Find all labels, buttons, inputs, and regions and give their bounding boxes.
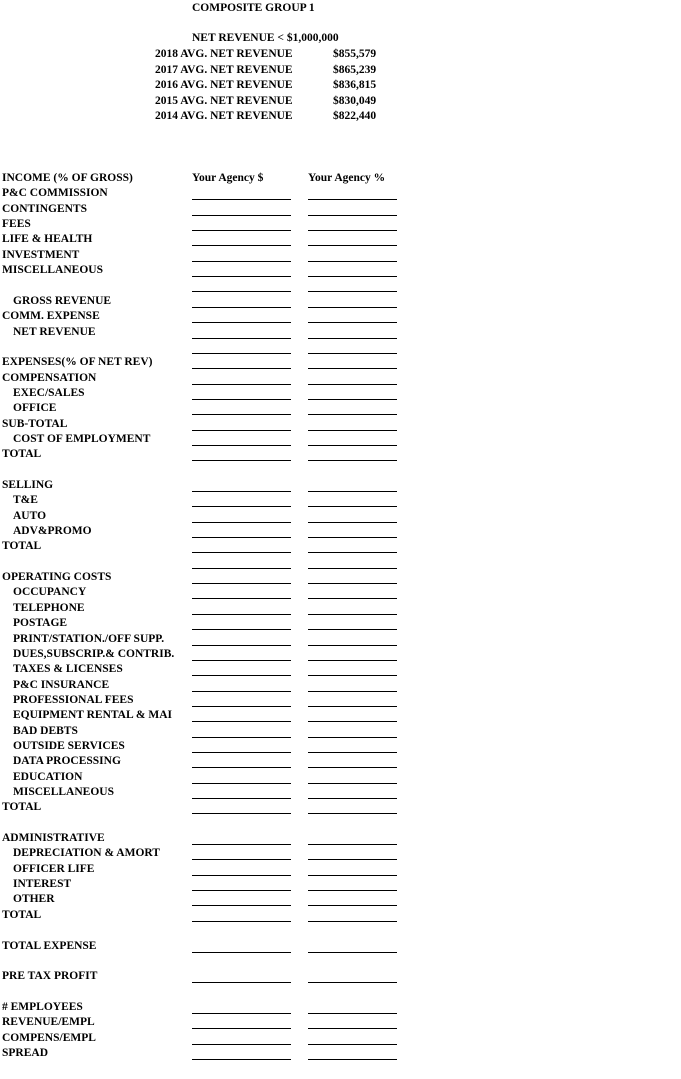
your-agency-pct-blank — [308, 629, 397, 630]
your-agency-dollar-blank — [192, 737, 291, 738]
your-agency-pct-blank — [308, 384, 397, 385]
your-agency-dollar-blank — [192, 767, 291, 768]
your-agency-pct-blank — [308, 552, 397, 553]
your-agency-dollar-blank — [192, 261, 291, 262]
your-agency-pct-blank — [308, 1028, 397, 1029]
your-agency-dollar-blank — [192, 706, 291, 707]
row-label: LIFE & HEALTH — [2, 233, 93, 246]
your-agency-pct-blank — [308, 859, 397, 860]
your-agency-pct-blank — [308, 660, 397, 661]
your-agency-pct-blank — [308, 276, 397, 277]
your-agency-dollar-blank — [192, 522, 291, 523]
row-label: SELLING — [2, 479, 54, 491]
your-agency-dollar-blank — [192, 598, 291, 599]
your-agency-pct-blank — [308, 890, 397, 891]
row-label: P&C COMMISSION — [2, 187, 108, 200]
row-label: MISCELLANEOUS — [13, 786, 114, 798]
avg-net-revenue-value: $855,579 — [333, 48, 377, 60]
row-label: TOTAL — [2, 448, 42, 461]
your-agency-dollar-blank — [192, 614, 291, 615]
your-agency-dollar-blank — [192, 890, 291, 891]
your-agency-pct-blank — [308, 767, 397, 768]
row-label: OFFICE — [13, 402, 57, 415]
row-label: TOTAL — [2, 908, 42, 921]
your-agency-dollar-blank — [192, 291, 291, 292]
row-label: REVENUE/EMPL — [2, 1016, 95, 1029]
row-label: DUES,SUBSCRIP.& CONTRIB. — [13, 647, 175, 660]
your-agency-dollar-blank — [192, 399, 291, 400]
your-agency-dollar-blank — [192, 952, 291, 953]
row-label: NET REVENUE — [13, 325, 96, 338]
row-label: OPERATING COSTS — [2, 571, 112, 584]
your-agency-pct-blank — [308, 721, 397, 722]
row-label: OTHER — [13, 893, 55, 906]
row-label: OUTSIDE SERVICES — [13, 739, 125, 752]
your-agency-pct-blank — [308, 506, 397, 507]
your-agency-dollar-blank — [192, 645, 291, 646]
your-agency-pct-blank — [308, 921, 397, 922]
row-label: ADV&PROMO — [13, 525, 92, 538]
your-agency-pct-blank — [308, 645, 397, 646]
your-agency-dollar-blank — [192, 414, 291, 415]
your-agency-pct-blank — [308, 598, 397, 599]
your-agency-pct-blank — [308, 537, 397, 538]
row-label: T&E — [13, 494, 38, 507]
your-agency-dollar-blank — [192, 783, 291, 784]
your-agency-pct-blank — [308, 982, 397, 983]
row-label: P&C INSURANCE — [13, 678, 110, 691]
your-agency-pct-blank — [308, 706, 397, 707]
your-agency-dollar-blank — [192, 721, 291, 722]
row-label: DEPRECIATION & AMORT — [13, 847, 160, 860]
row-label: CONTINGENTS — [2, 202, 87, 215]
your-agency-pct-blank — [308, 460, 397, 461]
your-agency-pct-blank — [308, 368, 397, 369]
your-agency-pct-blank — [308, 215, 397, 216]
row-label: FEES — [2, 218, 31, 231]
row-label: COST OF EMPLOYMENT — [13, 432, 151, 445]
your-agency-dollar-blank — [192, 813, 291, 814]
your-agency-dollar-blank — [192, 384, 291, 385]
row-label: BAD DEBTS — [13, 724, 78, 737]
your-agency-dollar-blank — [192, 276, 291, 277]
row-label: ADMINISTRATIVE — [2, 832, 105, 845]
your-agency-dollar-blank — [192, 629, 291, 630]
your-agency-dollar-blank — [192, 583, 291, 584]
your-agency-dollar-blank — [192, 691, 291, 692]
your-agency-dollar-blank — [192, 844, 291, 845]
your-agency-pct-blank — [308, 905, 397, 906]
your-agency-pct-blank — [308, 583, 397, 584]
row-label: TOTAL — [2, 801, 42, 814]
your-agency-dollar-blank — [192, 506, 291, 507]
your-agency-pct-blank — [308, 737, 397, 738]
your-agency-dollar-blank — [192, 921, 291, 922]
row-label: EXEC/SALES — [13, 386, 85, 399]
your-agency-dollar-blank — [192, 307, 291, 308]
row-label: EXPENSES(% OF NET REV) — [2, 356, 153, 369]
your-agency-pct-blank — [308, 338, 397, 339]
avg-net-revenue-value: $865,239 — [333, 63, 377, 76]
your-agency-dollar-blank — [192, 445, 291, 446]
row-label: OCCUPANCY — [13, 586, 87, 599]
your-agency-dollar-blank — [192, 338, 291, 339]
your-agency-dollar-blank — [192, 230, 291, 231]
your-agency-pct-blank — [308, 1013, 397, 1014]
your-agency-dollar-blank — [192, 1059, 291, 1060]
row-label: COMPENSATION — [2, 371, 97, 384]
your-agency-dollar-blank — [192, 245, 291, 246]
avg-net-revenue-label: 2014 AVG. NET REVENUE — [155, 110, 293, 122]
avg-net-revenue-label: 2017 AVG. NET REVENUE — [155, 63, 293, 76]
avg-net-revenue-label: 2016 AVG. NET REVENUE — [155, 79, 293, 91]
your-agency-dollar-blank — [192, 660, 291, 661]
row-label: EDUCATION — [13, 770, 83, 783]
your-agency-dollar-blank — [192, 460, 291, 461]
your-agency-pct-blank — [308, 353, 397, 354]
report-title: COMPOSITE GROUP 1 — [192, 2, 315, 14]
row-label: PROFESSIONAL FEES — [13, 693, 134, 706]
your-agency-dollar-blank — [192, 1013, 291, 1014]
row-label: TOTAL EXPENSE — [2, 939, 97, 952]
row-label: # EMPLOYEES — [2, 1000, 83, 1013]
avg-net-revenue-value: $830,049 — [333, 94, 377, 107]
row-label: INTEREST — [13, 878, 72, 891]
your-agency-dollar-blank — [192, 752, 291, 753]
row-label: EQUIPMENT RENTAL & MAI — [13, 709, 172, 722]
your-agency-dollar-blank — [192, 552, 291, 553]
your-agency-pct-blank — [308, 291, 397, 292]
your-agency-dollar-blank — [192, 353, 291, 354]
row-label: DATA PROCESSING — [13, 755, 121, 768]
your-agency-dollar-blank — [192, 1028, 291, 1029]
your-agency-dollar-blank — [192, 675, 291, 676]
your-agency-dollar-blank — [192, 905, 291, 906]
row-label: TOTAL — [2, 540, 42, 553]
your-agency-dollar-blank — [192, 537, 291, 538]
row-label: PRE TAX PROFIT — [2, 970, 98, 983]
column-header-your-agency-dollar: Your Agency $ — [192, 172, 264, 184]
row-label: TAXES & LICENSES — [13, 663, 123, 676]
your-agency-pct-blank — [308, 691, 397, 692]
your-agency-dollar-blank — [192, 491, 291, 492]
your-agency-pct-blank — [308, 783, 397, 784]
your-agency-pct-blank — [308, 322, 397, 323]
your-agency-dollar-blank — [192, 859, 291, 860]
your-agency-pct-blank — [308, 875, 397, 876]
your-agency-dollar-blank — [192, 798, 291, 799]
row-label: PRINT/STATION./OFF SUPP. — [13, 632, 165, 645]
your-agency-dollar-blank — [192, 368, 291, 369]
row-label: POSTAGE — [13, 617, 68, 630]
your-agency-pct-blank — [308, 445, 397, 446]
your-agency-pct-blank — [308, 675, 397, 676]
avg-net-revenue-label: 2015 AVG. NET REVENUE — [155, 94, 293, 107]
your-agency-dollar-blank — [192, 568, 291, 569]
your-agency-dollar-blank — [192, 322, 291, 323]
your-agency-pct-blank — [308, 261, 397, 262]
column-header-your-agency-pct: Your Agency % — [308, 172, 386, 184]
report-subtitle: NET REVENUE < $1,000,000 — [192, 32, 339, 44]
your-agency-pct-blank — [308, 813, 397, 814]
row-label: SPREAD — [2, 1046, 49, 1059]
your-agency-dollar-blank — [192, 875, 291, 876]
your-agency-pct-blank — [308, 230, 397, 231]
your-agency-pct-blank — [308, 430, 397, 431]
your-agency-dollar-blank — [192, 199, 291, 200]
row-label: OFFICER LIFE — [13, 862, 95, 875]
your-agency-pct-blank — [308, 952, 397, 953]
avg-net-revenue-label: 2018 AVG. NET REVENUE — [155, 48, 293, 60]
your-agency-pct-blank — [308, 414, 397, 415]
row-label: COMPENS/EMPL — [2, 1031, 96, 1044]
your-agency-pct-blank — [308, 491, 397, 492]
your-agency-pct-blank — [308, 1059, 397, 1060]
row-label: TELEPHONE — [13, 601, 85, 614]
row-label: AUTO — [13, 509, 47, 522]
your-agency-pct-blank — [308, 522, 397, 523]
your-agency-dollar-blank — [192, 430, 291, 431]
your-agency-dollar-blank — [192, 1044, 291, 1045]
your-agency-pct-blank — [308, 752, 397, 753]
row-label: GROSS REVENUE — [13, 294, 112, 307]
row-label: COMM. EXPENSE — [2, 310, 100, 323]
row-label: INVESTMENT — [2, 248, 80, 261]
row-label: SUB-TOTAL — [2, 417, 68, 430]
your-agency-pct-blank — [308, 798, 397, 799]
your-agency-pct-blank — [308, 614, 397, 615]
section-header: INCOME (% OF GROSS) — [2, 172, 133, 184]
your-agency-pct-blank — [308, 245, 397, 246]
avg-net-revenue-value: $822,440 — [333, 110, 377, 122]
avg-net-revenue-value: $836,815 — [333, 79, 377, 91]
your-agency-dollar-blank — [192, 982, 291, 983]
your-agency-pct-blank — [308, 307, 397, 308]
row-label: MISCELLANEOUS — [2, 264, 103, 277]
your-agency-dollar-blank — [192, 215, 291, 216]
your-agency-pct-blank — [308, 399, 397, 400]
your-agency-pct-blank — [308, 568, 397, 569]
your-agency-pct-blank — [308, 1044, 397, 1045]
your-agency-pct-blank — [308, 199, 397, 200]
your-agency-pct-blank — [308, 844, 397, 845]
